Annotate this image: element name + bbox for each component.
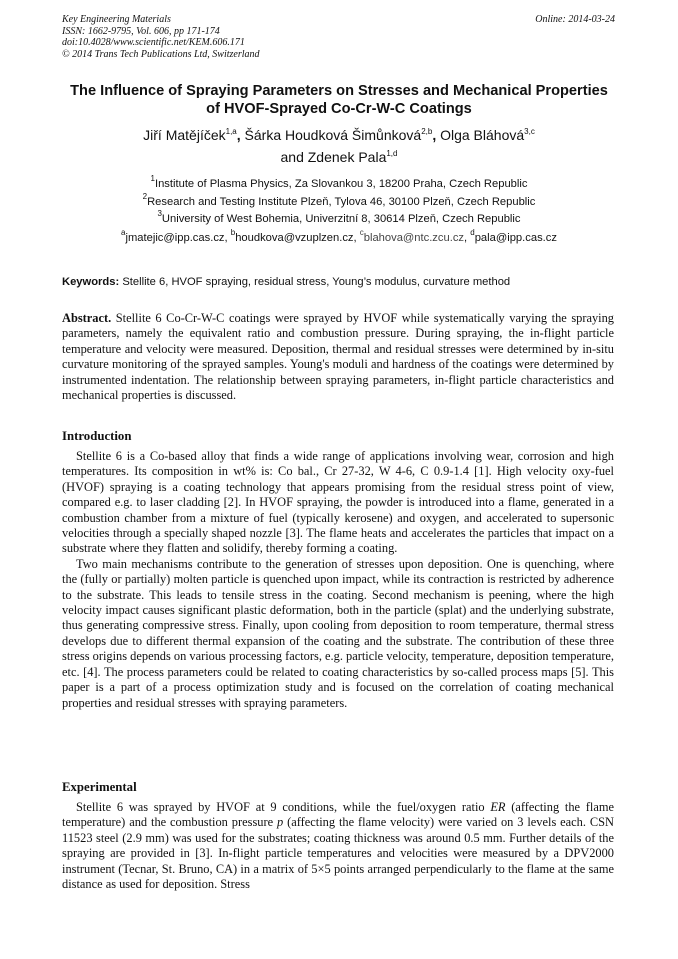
journal-header bbox=[62, 14, 260, 60]
introduction-section bbox=[62, 449, 614, 711]
text-run: Stellite 6 was sprayed by HVOF at 9 conditions, while the fuel/oxygen ratio bbox=[76, 800, 491, 814]
journal-name: Key Engineering Materials bbox=[62, 14, 171, 25]
email-mark: d bbox=[470, 227, 475, 237]
email-mark: c bbox=[359, 227, 364, 237]
affiliation-text: Research and Testing Institute Plzeň, Tylova 46, 30100 Plzeň, Czech Republic bbox=[147, 195, 536, 208]
text-run: (affecting the flame temperature) and the combustion pressure bbox=[62, 800, 614, 830]
paragraph: Stellite 6 is a Co-based alloy that finds a wide range of applications involving wear, corrosion and high temperatures. Its composition in wt% is: Co bal., Cr 27-32, W 4-6, C 0.9-1.4 [1]. High velocity oxy-fuel (HVOF) spraying is a coating technology that appears promising from the residual stress point of view, compared e.g. to laser cladding [2]. In HVOF spraying, the powder is introduced into a flame, generated in a combustion chamber from a mixture of fuel (typically kerosene) and oxygen, and accelerated to supersonic velocities through a specially shaped nozzle [3]. The flame heats and accelerates the particles that impact on a substrate where they flatten and solidify, thereby forming a coating. bbox=[62, 449, 614, 556]
email-link[interactable]: jmatejic@ipp.cas.cz bbox=[125, 231, 225, 244]
keywords-label: Keywords: bbox=[62, 276, 120, 288]
email-link[interactable]: pala@ipp.cas.cz bbox=[474, 231, 557, 244]
author-name: Jiří Matějíček bbox=[143, 127, 226, 143]
paragraph: Two main mechanisms contribute to the generation of stresses upon deposition. One is quenching, where the (fully or partially) molten particle is quenched upon impact, while its contraction is restricted by adherence to the substrate. This leads to tensile stress in the coating. Second mechanism is peening, where the high velocity impact causes significant plastic deformation, both in the particle (splat) and the underlying substrate, thus generating compressive stress. Finally, upon cooling from deposition to room temperature, thermal stress develops due to different thermal expansion of the coating and the substrate. The contribution of these three stress origins depends on various processing factors, e.g. particle velocity, temperature, deposition temperature, etc. [4]. The process parameters could be related to coating characteristics by so-called process maps [5]. This paper is a part of a process optimization study and is focused on the correlation of coating mechanical properties and residual stresses with spraying parameters. bbox=[62, 556, 614, 710]
paragraph bbox=[62, 800, 614, 892]
abstract bbox=[62, 311, 614, 403]
affiliation-text: Institute of Plasma Physics, Za Slovankou 3, 18200 Praha, Czech Republic bbox=[154, 178, 528, 190]
author-name: Zdenek Pala bbox=[307, 149, 387, 165]
doi-line: doi:10.4028/www.scientific.net/KEM.606.171 bbox=[62, 37, 245, 49]
affiliation-mark: 3 bbox=[157, 209, 162, 218]
author-affil-mark: 1,d bbox=[386, 149, 398, 158]
experimental-section bbox=[62, 800, 614, 892]
symbol-p: p bbox=[277, 815, 284, 830]
author-separator: , bbox=[432, 127, 441, 143]
email-link[interactable]: blahova@ntc.zcu.cz bbox=[363, 231, 465, 244]
email-mark: a bbox=[121, 227, 126, 237]
affiliation-text: University of West Bohemia, Univerzitní 8, 30614 Plzeň, Czech Republic bbox=[161, 213, 521, 225]
keywords-text: Stellite 6, HVOF spraying, residual stress, Young’s modulus, curvature method bbox=[122, 276, 511, 288]
affiliation-mark: 1 bbox=[150, 174, 155, 183]
text-run: (affecting the flame velocity) were varied on 3 levels each. CSN 11523 steel (2.9 mm) was used for the substrates; coating thickness was around 0.5 mm. Further details of the spraying are provided in [3]. In-flight particle temperatures and velocities were measured by a DPV2000 instrument (Tecnar, St. Bruno, CA) in a matrix of 5×5 points arranged perpendicularly to the flame at the same distance as used for deposition. Stress bbox=[62, 815, 614, 892]
affiliations bbox=[62, 176, 616, 247]
symbol-er: ER bbox=[490, 800, 506, 814]
issn-line: ISSN: 1662-9795, Vol. 606, pp 171-174 bbox=[62, 25, 220, 37]
author-list bbox=[62, 124, 616, 168]
affiliation bbox=[62, 191, 616, 212]
abstract-label: Abstract. bbox=[62, 311, 112, 325]
email-link[interactable]: houdkova@vzuplzen.cz bbox=[235, 231, 354, 244]
author-and: and bbox=[280, 149, 308, 165]
abstract-text: Stellite 6 Co-Cr-W-C coatings were sprayed by HVOF while systematically varying the spraying parameters, namely the equivalent ratio and combustion pressure. During spraying, the in-flight particle temperature and velocity were measured. Deposition, thermal and residual stresses were determined by in-situ curvature monitoring of the sprayed samples. Young's moduli and hardness of the coatings were determined by instrumented indentation. The relationship between spraying parameters, in-flight particle characteristics and mechanical properties is discussed. bbox=[62, 311, 614, 403]
keywords bbox=[62, 276, 616, 288]
affiliation bbox=[62, 211, 616, 229]
author-affil-mark: 3,c bbox=[524, 127, 535, 136]
affiliation-mark: 2 bbox=[142, 191, 148, 201]
author-affil-mark: 2,b bbox=[421, 127, 433, 136]
copyright-line: © 2014 Trans Tech Publications Ltd, Switzerland bbox=[62, 48, 260, 60]
section-heading-experimental: Experimental bbox=[62, 780, 137, 794]
author-affil-mark: 1,a bbox=[225, 127, 237, 136]
section-heading-introduction: Introduction bbox=[62, 429, 132, 443]
online-date: Online: 2014-03-24 bbox=[535, 14, 615, 25]
author-name: Šárka Houdková Šimůnková bbox=[244, 127, 422, 143]
author-name: Olga Bláhová bbox=[440, 127, 525, 143]
email-mark: b bbox=[230, 227, 236, 237]
paper-title: The Influence of Spraying Parameters on Stresses and Mechanical Properties of HVOF-Sprayed Co-Cr-W-C Coatings bbox=[70, 83, 608, 117]
email-list: $^a$jmatejic@ipp.cas.cz, $^b$houdkova@vzuplzen.cz, $^c$blahova@ntc.zcu.cz, $^d$pala@ipp.cas.cz bbox=[121, 227, 557, 244]
author-separator: , bbox=[236, 127, 245, 143]
